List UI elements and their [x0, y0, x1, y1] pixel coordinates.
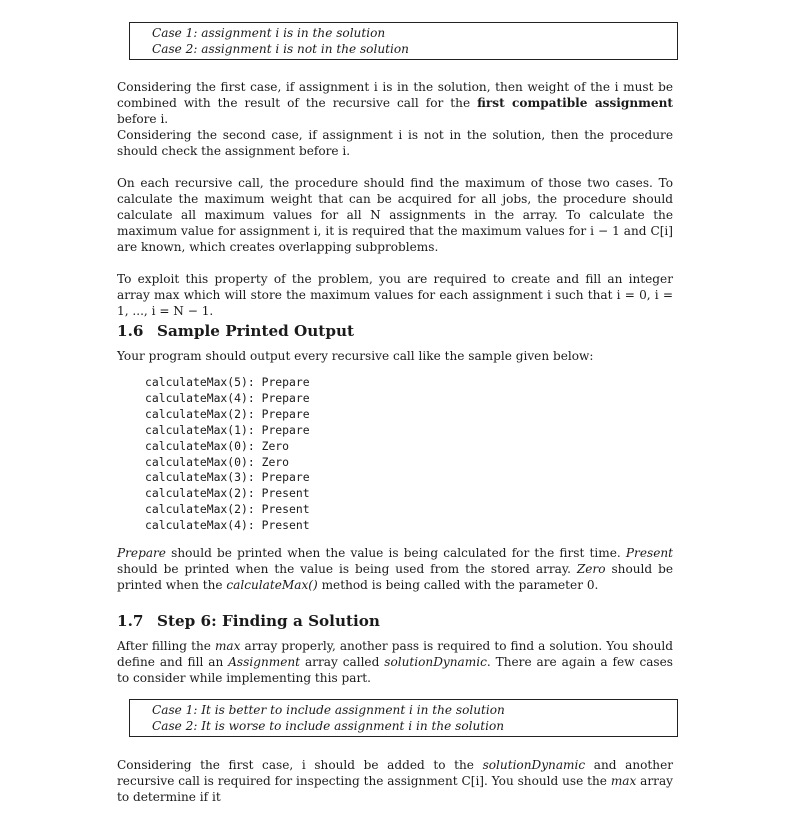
word-prepare: Prepare — [117, 546, 166, 560]
para3-text: On each recursive call, the procedure should find the maximum of those two cases. To calculate the maximum weight that can be acquired for all jobs, the procedure should calculate all maximum values for all N assignments in the array. To calculate the maximum value for assignment i, it is required that the maximum values for i − 1 and C[i] are known, which creates overlapping subproblems. — [117, 176, 673, 254]
code-line: calculateMax(5): Prepare — [145, 375, 310, 389]
paragraph-first-case-solution — [117, 757, 673, 805]
para6-t4: . There are again a few cases to consider while implementing this part. — [117, 655, 673, 685]
word-present: Present — [625, 546, 673, 560]
para7-t2: and another recursive call is required for inspecting the assignment C[i]. You should use the — [117, 758, 674, 788]
section-16-intro-text: Your program should output every recursive call like the sample given below: — [117, 349, 594, 363]
word-max: max — [610, 774, 637, 788]
code-line: calculateMax(2): Prepare — [145, 406, 310, 421]
para5-t1: should be printed when the value is being calculated for the first time. — [165, 546, 626, 560]
para6-t1: After filling the — [117, 639, 215, 653]
section-number: 1.6 — [117, 322, 144, 340]
section-number: 1.7 — [117, 612, 144, 630]
section-title: Step 6: Finding a Solution — [157, 612, 380, 630]
para7-t3: array to determine if it — [117, 774, 673, 804]
paragraph-finding-solution — [117, 638, 673, 686]
para5-t4: method is being called with the parameter 0. — [317, 578, 599, 592]
code-line: calculateMax(4): Present — [145, 518, 310, 533]
section-heading-1-7 — [117, 611, 673, 631]
word-solutiondynamic: solutionDynamic — [482, 758, 586, 772]
case-1-line: Case 1: It is better to include assignment i in the solution — [152, 703, 505, 717]
word-zero: Zero — [576, 562, 606, 576]
para6-t2: array properly, another pass is required to find a solution. You should define and fill an — [117, 639, 673, 669]
word-max: max — [214, 639, 241, 653]
para4-text: To exploit this property of the problem, you are required to create and fill an integer array max which will store the maximum values for each assignment i such that i = 0, i = 1, ..., i = N − 1. — [117, 272, 673, 318]
first-compatible-assignment-bold: first compatible assignment — [477, 96, 673, 110]
para1-text-b: before i. — [117, 112, 169, 126]
para2-text: Considering the second case, if assignment i is not in the solution, then the procedure should check the assignment before i. — [117, 128, 673, 158]
section-title: Sample Printed Output — [157, 322, 354, 340]
code-block — [145, 375, 673, 534]
code-line: calculateMax(4): Prepare — [145, 390, 310, 405]
para5-t2: should be printed when the value is being used from the stored array. — [117, 562, 577, 576]
paragraph-prepare-present — [117, 545, 673, 593]
paragraph-second-case — [117, 127, 673, 159]
code-sample — [117, 375, 673, 534]
case-2-line: Case 2: assignment i is not in the solution — [152, 42, 409, 56]
case-box-2 — [117, 699, 673, 737]
para7-t1: Considering the first case, i should be added to the — [117, 758, 483, 772]
word-solutiondynamic: solutionDynamic — [384, 655, 487, 669]
code-line: calculateMax(0): Zero — [145, 454, 290, 469]
paragraph-max-array — [117, 271, 673, 319]
code-line: calculateMax(2): Present — [145, 486, 310, 501]
para6-t3: array called — [300, 655, 385, 669]
para1-text-a: Considering the first case, if assignment i is in the solution, then weight of the i must be combined with the result of the recursive call for the — [117, 80, 673, 110]
case-2-line: Case 2: It is worse to include assignment i in the solution — [152, 719, 505, 733]
para5-t3: should be printed when the — [117, 562, 673, 592]
code-line: calculateMax(2): Present — [145, 502, 310, 517]
word-assignment: Assignment — [228, 655, 301, 669]
code-line: calculateMax(1): Prepare — [145, 422, 310, 437]
section-intro — [117, 348, 673, 364]
case-box-1 — [117, 22, 673, 60]
case-1-line: Case 1: assignment i is in the solution — [152, 26, 386, 40]
word-calculatemax: calculateMax() — [226, 578, 318, 592]
paragraph-first-case — [117, 79, 673, 127]
code-line: calculateMax(3): Prepare — [145, 470, 310, 485]
section-heading-1-6 — [117, 321, 673, 341]
paragraph-recursive-call — [117, 175, 673, 255]
code-line: calculateMax(0): Zero — [145, 438, 290, 453]
